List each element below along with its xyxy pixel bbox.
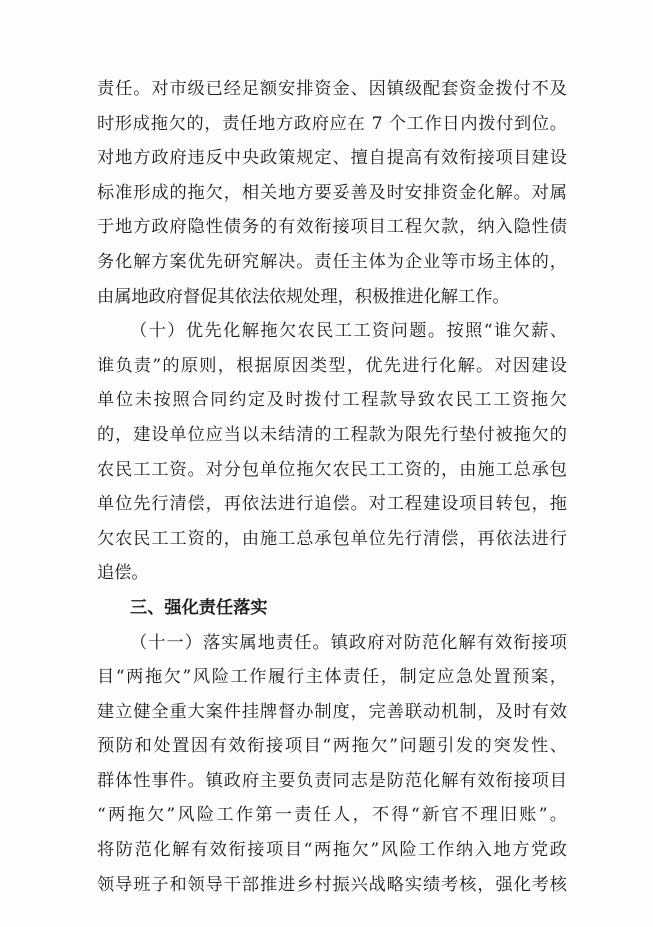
text-line: 责任。对市级已经足额安排资金、因镇级配套资金拨付不及 [97, 79, 567, 99]
text-line: （十一）落实属地责任。镇政府对防范化解有效衔接项 [130, 632, 567, 653]
paragraph-1 [97, 72, 567, 314]
text-line: 将防范化解有效衔接项目“两拖欠”风险工作纳入地方党政 [97, 840, 567, 861]
paragraph-2 [97, 314, 567, 591]
text-line: 单位先行清偿，再依法进行追偿。对工程建设项目转包，拖 [97, 494, 567, 515]
text-line: 群体性事件。镇政府主要负责同志是防范化解有效衔接项目 [97, 770, 567, 791]
text-line: “两拖欠”风险工作第一责任人，不得“新官不理旧账”。 [97, 805, 567, 826]
text-line: 对地方政府违反中央政策规定、擅自提高有效衔接项目建设 [97, 148, 567, 169]
text-line: 于地方政府隐性债务的有效衔接项目工程欠款，纳入隐性债 [97, 217, 567, 238]
text-line: 标准形成的拖欠，相关地方要妥善及时安排资金化解。对属 [97, 182, 567, 203]
text-line: 务化解方案优先研究解决。责任主体为企业等市场主体的， [97, 251, 567, 272]
text-line: 目“两拖欠”风险工作履行主体责任，制定应急处置预案， [97, 667, 567, 688]
text-line: （十）优先化解拖欠农民工工资问题。按照“谁欠薪、 [130, 321, 567, 342]
text-line: 领导班子和领导干部推进乡村振兴战略实绩考核，强化考核 [97, 874, 567, 895]
text-line: 建立健全重大案件挂牌督办制度，完善联动机制，及时有效 [97, 701, 567, 722]
text-line: 的，建设单位应当以未结清的工程款为限先行垫付被拖欠的 [97, 424, 567, 445]
text-line: 预防和处置因有效衔接项目“两拖欠”问题引发的突发性、 [97, 736, 567, 757]
paragraph-3 [97, 626, 567, 903]
section-heading: 三、强化责任落实 [130, 597, 268, 618]
text-line: 由属地政府督促其依法依规处理，积极推进化解工作。 [97, 286, 510, 307]
text-line: 农民工工资。对分包单位拖欠农民工工资的，由施工总承包 [97, 459, 567, 480]
text-line: 追偿。 [97, 563, 149, 584]
text-line: 谁负责”的原则，根据原因类型，优先进行化解。对因建设 [97, 355, 567, 376]
text-line: 时形成拖欠的，责任地方政府应在 7 个工作日内拨付到位。 [97, 113, 567, 134]
document-body [97, 72, 567, 902]
text-line: 单位未按照合同约定及时拨付工程款导致农民工工资拖欠 [97, 390, 567, 411]
text-line: 欠农民工工资的，由施工总承包单位先行清偿，再依法进行 [97, 528, 567, 549]
